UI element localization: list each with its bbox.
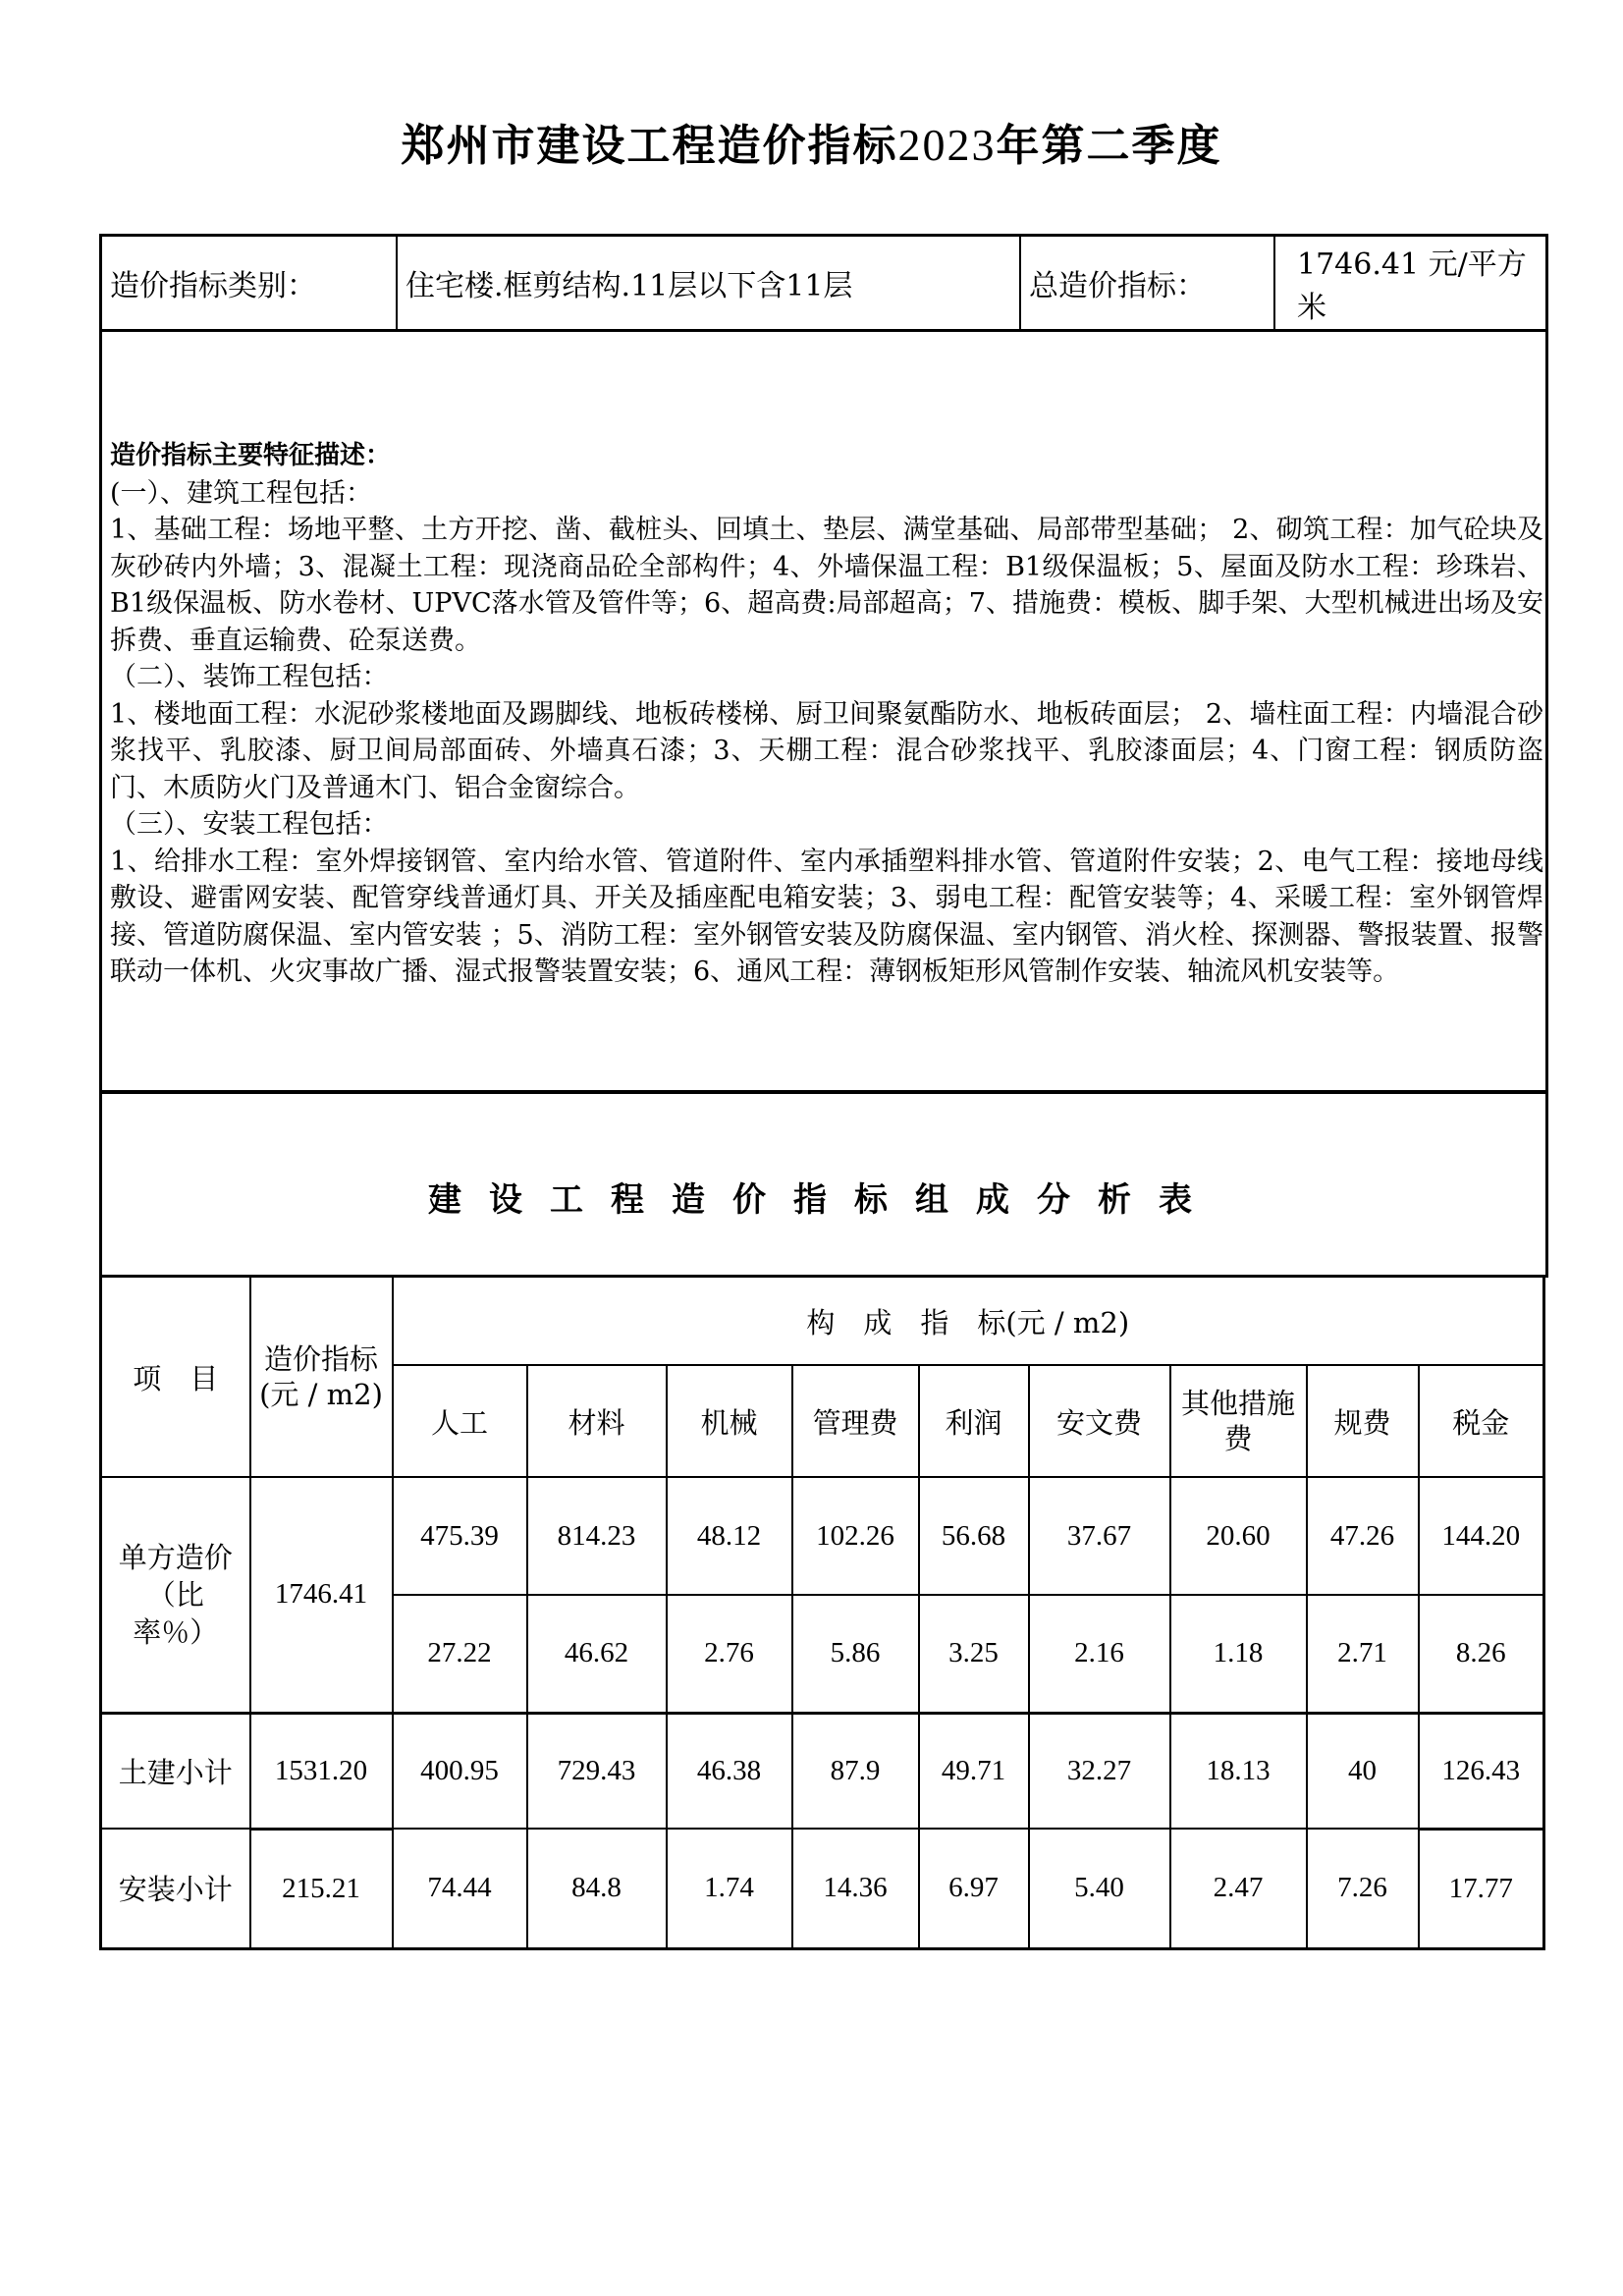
ratio-value: 2.16 <box>1029 1595 1170 1713</box>
ratio-value: 8.26 <box>1419 1595 1544 1713</box>
description-paragraph: （三）、安装工程包括： <box>110 809 389 840</box>
unit-total: 1746.41 <box>250 1477 393 1713</box>
description-paragraph: 1、给排水工程：室外焊接钢管、室内给水管、管道附件、室内承插塑料排水管、管道附件安装；2、电气工程：接地母线敷设、避雷网安装、配管穿线普通灯具、开关及插座配电箱安装；3、弱电工程：配管安装等；4、采暖工程：室外钢管焊接、管道防腐保温、室内管安装 ；5、消防工程：室外钢管安装及防腐保温、室内钢管、消火栓、探测器、警报装置、报警联动一体机、火灾事故广播、湿式报警装置安装；6、通风工程：薄钢板矩形风管制作安装、轴流风机安装等。 <box>110 846 1543 987</box>
install-value: 2.47 <box>1170 1829 1307 1948</box>
civil-value: 126.43 <box>1419 1713 1544 1829</box>
ratio-value: 5.86 <box>792 1595 919 1713</box>
column-header: 材料 <box>527 1365 667 1477</box>
column-header: 人工 <box>393 1365 527 1477</box>
column-header: 安文费 <box>1029 1365 1170 1477</box>
unit-value: 20.60 <box>1170 1477 1307 1595</box>
analysis-table <box>99 1276 1545 1950</box>
description-paragraph: （二）、装饰工程包括： <box>110 662 389 692</box>
analysis-title-box <box>99 1091 1548 1278</box>
column-header: 利润 <box>919 1365 1029 1477</box>
unit-value: 102.26 <box>792 1477 919 1595</box>
title-prefix: 郑州市建设工程造价指标 <box>401 121 898 171</box>
ratio-value: 1.18 <box>1170 1595 1307 1713</box>
title-year: 2023 <box>897 120 997 170</box>
install-value: 14.36 <box>792 1829 919 1948</box>
install-value: 7.26 <box>1307 1829 1419 1948</box>
category-label: 造价指标类别： <box>102 237 398 329</box>
unit-value: 47.26 <box>1307 1477 1419 1595</box>
column-header: 税金 <box>1419 1365 1544 1477</box>
header-row <box>99 234 1548 332</box>
title-suffix: 年第二季度 <box>996 121 1222 171</box>
unit-value: 475.39 <box>393 1477 527 1595</box>
civil-value: 40 <box>1307 1713 1419 1829</box>
description-paragraph: 1、基础工程：场地平整、土方开挖、凿、截桩头、回填土、垫层、满堂基础、局部带型基础； 2、砌筑工程：加气砼块及灰砂砖内外墙；3、混凝土工程：现浇商品砼全部构件；4、外墙保温工程：B1级保温板；5、屋面及防水工程：珍珠岩、B1级保温板、防水卷材、UPVC落水管及管件等；6、超高费:局部超高；7、措施费：模板、脚手架、大型机械进出场及安拆费、垂直运输费、砼泵送费。 <box>110 515 1543 656</box>
civil-total: 1531.20 <box>250 1713 393 1829</box>
unit-value: 48.12 <box>667 1477 792 1595</box>
description-paragraph: (一）、建筑工程包括： <box>110 477 373 509</box>
ratio-value: 2.76 <box>667 1595 792 1713</box>
description-paragraph: 1、楼地面工程：水泥砂浆楼地面及踢脚线、地板砖楼梯、厨卫间聚氨酯防水、地板砖面层； 2、墙柱面工程：内墙混合砂浆找平、乳胶漆、厨卫间局部面砖、外墙真石漆；3、天棚工程：混合砂浆找平、乳胶漆面层；4、门窗工程：钢质防盗门、木质防火门及普通木门、铝合金窗综合。 <box>110 698 1543 803</box>
header-index: 造价指标 (元 / m2) <box>250 1277 393 1477</box>
ratio-value: 27.22 <box>393 1595 527 1713</box>
civil-value: 32.27 <box>1029 1713 1170 1829</box>
description-box <box>99 330 1548 1093</box>
civil-value: 49.71 <box>919 1713 1029 1829</box>
column-header: 其他措施费 <box>1170 1365 1307 1477</box>
page-title <box>0 110 1623 173</box>
unit-value: 144.20 <box>1419 1477 1544 1595</box>
description-text <box>110 438 1543 991</box>
header-item: 项 目 <box>101 1277 250 1477</box>
analysis-title: 建设工程造价指标组成分析表 <box>428 1180 1219 1220</box>
unit-value: 37.67 <box>1029 1477 1170 1595</box>
row-label-install: 安装小计 <box>101 1829 250 1948</box>
total-value: 1746.41 元/平方米 <box>1297 247 1527 325</box>
category-value: 住宅楼.框剪结构.11层以下含11层 <box>398 237 1021 329</box>
ratio-value: 2.71 <box>1307 1595 1419 1713</box>
header-group: 构 成 指 标(元 / m2) <box>393 1277 1544 1365</box>
column-header: 规费 <box>1307 1365 1419 1477</box>
column-header: 管理费 <box>792 1365 919 1477</box>
total-label: 总造价指标： <box>1021 237 1275 329</box>
install-value: 74.44 <box>393 1829 527 1948</box>
civil-value: 18.13 <box>1170 1713 1307 1829</box>
column-header: 机械 <box>667 1365 792 1477</box>
ratio-value: 3.25 <box>919 1595 1029 1713</box>
civil-value: 400.95 <box>393 1713 527 1829</box>
row-label-civil: 土建小计 <box>101 1713 250 1829</box>
install-value: 6.97 <box>919 1829 1029 1948</box>
install-total: 215.21 <box>250 1829 393 1948</box>
unit-value: 56.68 <box>919 1477 1029 1595</box>
install-value: 84.8 <box>527 1829 667 1948</box>
civil-value: 87.9 <box>792 1713 919 1829</box>
install-value: 5.40 <box>1029 1829 1170 1948</box>
civil-value: 729.43 <box>527 1713 667 1829</box>
ratio-value: 46.62 <box>527 1595 667 1713</box>
description-heading: 造价指标主要特征描述： <box>110 441 392 470</box>
install-value: 1.74 <box>667 1829 792 1948</box>
civil-value: 46.38 <box>667 1713 792 1829</box>
unit-value: 814.23 <box>527 1477 667 1595</box>
install-value: 17.77 <box>1419 1829 1544 1948</box>
row-label-unit: 单方造价（比率％） <box>101 1477 250 1713</box>
